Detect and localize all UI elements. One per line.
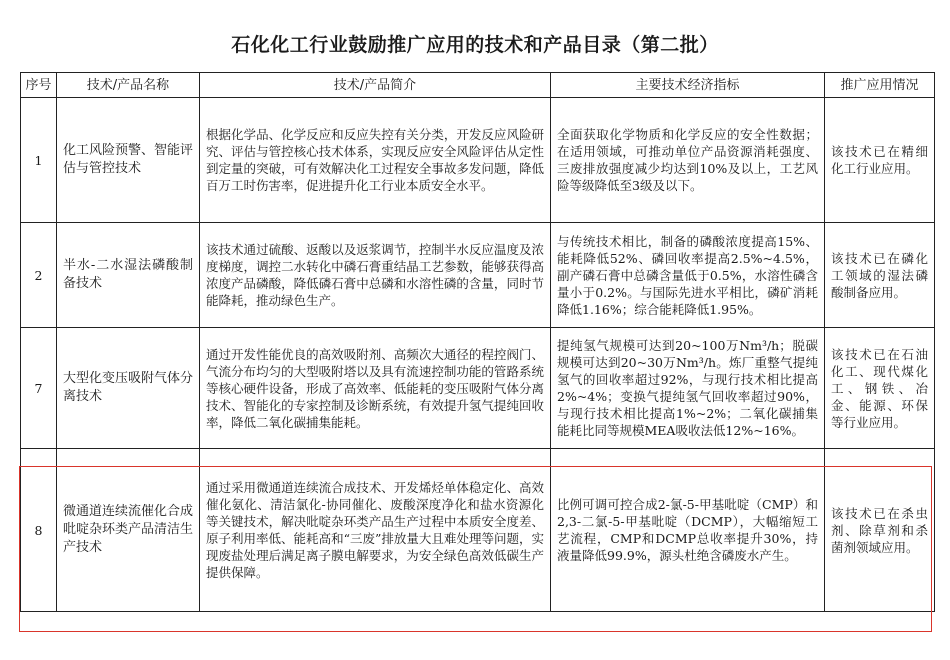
header-status: 推广应用情况 <box>825 73 935 98</box>
row-number: 7 <box>21 328 57 449</box>
row-name: 半水-二水湿法磷酸制备技术 <box>57 223 200 328</box>
row-status: 该技术已在磷化工领域的湿法磷酸制备应用。 <box>825 223 935 328</box>
row-intro: 通过开发性能优良的高效吸附剂、高频次大通径的程控阀门、气流分布均匀的大型吸附塔以及具有流速控制功能的管路系统等核心硬件设备，形成了高效率、低能耗的变压吸附气体分离技术、智能化的专家控制及诊断系统，有效提升氢气提纯回收率，降低二氧化碳捕集能耗。 <box>200 328 551 449</box>
header-no: 序号 <box>21 73 57 98</box>
row-intro: 通过采用微通道连续流合成技术、开发烯烃单体稳定化、高效催化氨化、清洁氯化-协同催化、废酸深度净化和盐水资源化等关键技术，解决吡啶杂环类产品生产过程中本质安全度差、原子利用率低、能耗高和“三废”排放量大且难处理等问题，实现废盐处理后满足离子膜电解要求，为安全绿色高效低碳生产提供保障。 <box>200 449 551 612</box>
row-name: 微通道连续流催化合成吡啶杂环类产品清洁生产技术 <box>57 449 200 612</box>
row-intro: 该技术通过硫酸、返酸以及返浆调节，控制半水反应温度及浓度梯度，调控二水转化中磷石膏重结晶工艺参数，能够获得高浓度产品磷酸，降低磷石膏中总磷和水溶性磷的含量，同时节能降耗，推动绿色生产。 <box>200 223 551 328</box>
header-indicators: 主要技术经济指标 <box>551 73 825 98</box>
row-status: 该技术已在杀虫剂、除草剂和杀菌剂领域应用。 <box>825 449 935 612</box>
tech-catalog-table <box>20 72 935 612</box>
row-name: 大型化变压吸附气体分离技术 <box>57 328 200 449</box>
row-name: 化工风险预警、智能评估与管控技术 <box>57 98 200 223</box>
row-indicators: 与传统技术相比，制备的磷酸浓度提高15%、能耗降低52%、磷回收率提高2.5%~4.5%，副产磷石膏中总磷含量低于0.5%，水溶性磷含量小于0.2%。与国际先进水平相比，磷矿消耗降低1.16%；综合能耗降低1.95%。 <box>551 223 825 328</box>
page-title: 石化化工行业鼓励推广应用的技术和产品目录（第二批） <box>231 34 719 56</box>
header-name: 技术/产品名称 <box>57 73 200 98</box>
table-header-row <box>21 73 935 98</box>
table-row <box>21 328 935 449</box>
row-number: 2 <box>21 223 57 328</box>
row-indicators: 全面获取化学物质和化学反应的安全性数据；在适用领域，可推动单位产品资源消耗强度、三废排放强度减少均达到10%及以上，工艺风险等级降低至3级及以下。 <box>551 98 825 223</box>
table-row <box>21 223 935 328</box>
row-number: 1 <box>21 98 57 223</box>
table-row <box>21 98 935 223</box>
row-intro: 根据化学品、化学反应和反应失控有关分类，开发反应风险研究、评估与管控核心技术体系，实现反应安全风险评估从定性到定量的突破，可有效解决化工过程安全事故多发问题，降低百万工时伤害率，促进提升化工行业本质安全水平。 <box>200 98 551 223</box>
row-status: 该技术已在石油化工、现代煤化工、钢铁、冶金、能源、环保等行业应用。 <box>825 328 935 449</box>
row-status: 该技术已在精细化工行业应用。 <box>825 98 935 223</box>
row-number: 8 <box>21 449 57 612</box>
row-indicators: 比例可调可控合成2-氯-5-甲基吡啶（CMP）和2,3-二氯-5-甲基吡啶（DCMP），大幅缩短工艺流程，CMP和DCMP总收率提升30%，持液量降低99.9%，源头杜绝含磷废水产生。 <box>551 449 825 612</box>
header-intro: 技术/产品简介 <box>200 73 551 98</box>
table-row-highlighted <box>21 449 935 612</box>
row-indicators: 提纯氢气规模可达到20~100万Nm³/h；脱碳规模可达到20~30万Nm³/h。炼厂重整气提纯氢气的回收率超过92%，与现行技术相比提高2%~4%；变换气提纯氢气回收率超过90%，与现行技术相比提高1%~2%；二氧化碳捕集能耗比同等规模MEA吸收法低12%~16%。 <box>551 328 825 449</box>
